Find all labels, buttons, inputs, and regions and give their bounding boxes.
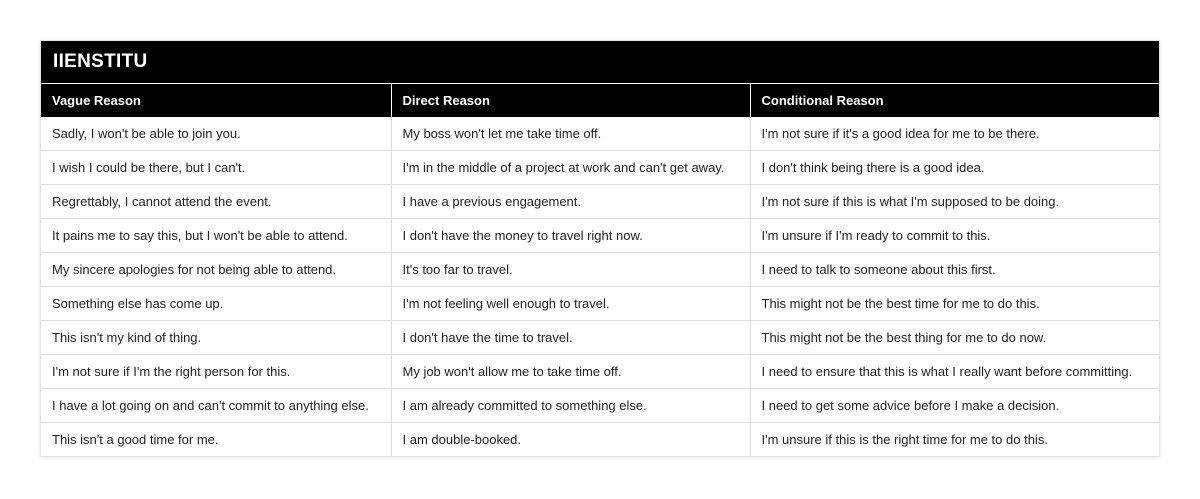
direct-reason-cell: I don't have the money to travel right now. — [391, 219, 750, 253]
table-row — [41, 355, 1159, 389]
vague-reason-cell: It pains me to say this, but I won't be able to attend. — [41, 219, 391, 253]
vague-reason-cell: I'm not sure if I'm the right person for this. — [41, 355, 391, 389]
direct-reason-cell: I'm not feeling well enough to travel. — [391, 287, 750, 321]
conditional-reason-cell: This might not be the best time for me to do this. — [750, 287, 1159, 321]
column-header-direct-reason: Direct Reason — [391, 84, 750, 117]
table-row — [41, 253, 1159, 287]
table-body — [41, 117, 1159, 456]
header-row — [41, 84, 1159, 117]
direct-reason-cell: I am already committed to something else. — [391, 389, 750, 423]
table-header — [41, 84, 1159, 117]
direct-reason-cell: My boss won't let me take time off. — [391, 117, 750, 151]
table-row — [41, 389, 1159, 423]
table-row — [41, 423, 1159, 457]
conditional-reason-cell: I need to get some advice before I make a decision. — [750, 389, 1159, 423]
direct-reason-cell: I'm in the middle of a project at work and can't get away. — [391, 151, 750, 185]
direct-reason-cell: I don't have the time to travel. — [391, 321, 750, 355]
table-row — [41, 117, 1159, 151]
conditional-reason-cell: This might not be the best thing for me to do now. — [750, 321, 1159, 355]
conditional-reason-cell: I'm not sure if this is what I'm supposed to be doing. — [750, 185, 1159, 219]
direct-reason-cell: I have a previous engagement. — [391, 185, 750, 219]
vague-reason-cell: Regrettably, I cannot attend the event. — [41, 185, 391, 219]
conditional-reason-cell: I need to talk to someone about this first. — [750, 253, 1159, 287]
vague-reason-cell: I wish I could be there, but I can't. — [41, 151, 391, 185]
table-row — [41, 185, 1159, 219]
column-header-conditional-reason: Conditional Reason — [750, 84, 1159, 117]
vague-reason-cell: I have a lot going on and can't commit to anything else. — [41, 389, 391, 423]
conditional-reason-cell: I need to ensure that this is what I really want before committing. — [750, 355, 1159, 389]
vague-reason-cell: Sadly, I won't be able to join you. — [41, 117, 391, 151]
conditional-reason-cell: I'm not sure if it's a good idea for me to be there. — [761, 126, 1040, 141]
conditional-reason-cell: I'm unsure if this is the right time for me to do this. — [750, 423, 1159, 457]
vague-reason-cell: This isn't my kind of thing. — [41, 321, 391, 355]
vague-reason-cell: My sincere apologies for not being able to attend. — [41, 253, 391, 287]
direct-reason-cell: I am double-booked. — [391, 423, 750, 457]
direct-reason-cell: My job won't allow me to take time off. — [391, 355, 750, 389]
column-header-vague-reason: Vague Reason — [41, 84, 391, 117]
brand-title: IIENSTITU — [41, 41, 1159, 84]
table-row — [41, 321, 1159, 355]
conditional-reason-cell: I'm unsure if I'm ready to commit to this. — [750, 219, 1159, 253]
direct-reason-cell: It's too far to travel. — [391, 253, 750, 287]
conditional-reason-cell: I don't think being there is a good idea. — [750, 151, 1159, 185]
vague-reason-cell: This isn't a good time for me. — [41, 423, 391, 457]
table-row — [41, 287, 1159, 321]
reasons-table-card — [40, 40, 1160, 457]
vague-reason-cell: Something else has come up. — [41, 287, 391, 321]
table-row — [41, 151, 1159, 185]
reasons-table — [41, 84, 1159, 456]
table-row — [41, 219, 1159, 253]
